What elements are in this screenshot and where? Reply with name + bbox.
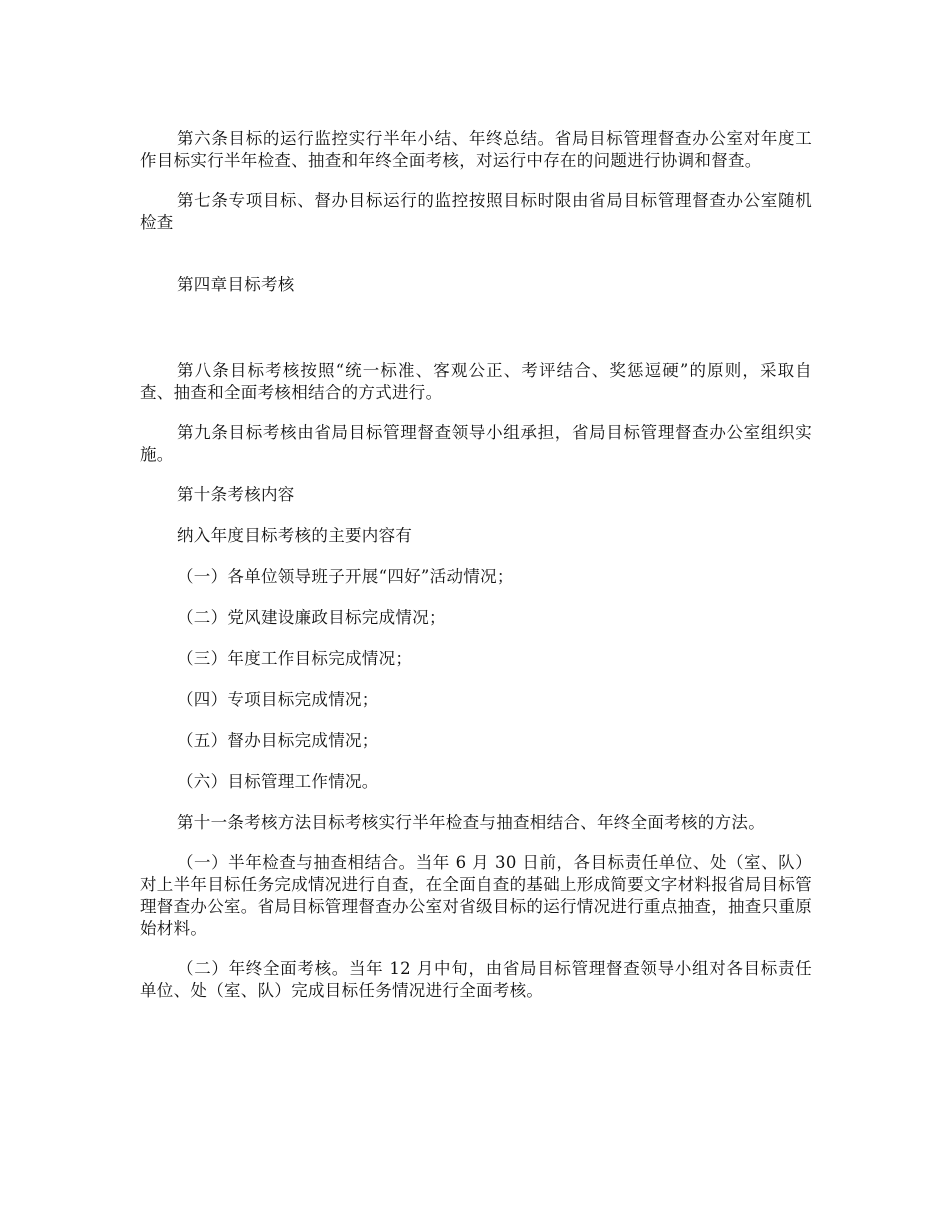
article-11-item-1: （一）半年检查与抽查相结合。当年 6 月 30 日前，各目标责任单位、处（室、队）对上半年目标任务完成情况进行自查，在全面自查的基础上形成简要文字材料报省局目标管理督查办公室。省局目标管理督查办公室对省级目标的运行情况进行重点抽查，抽查只重原始材料。 (140, 853, 812, 938)
document-body (140, 128, 812, 1020)
article-10-item-6: （六）目标管理工作情况。 (177, 772, 379, 791)
article-10-item-2: （二）党风建设廉政目标完成情况； (177, 608, 446, 627)
article-7: 第七条专项目标、督办目标运行的监控按照目标时限由省局目标管理督查办公室随机检查 (140, 191, 812, 232)
article-9: 第九条目标考核由省局目标管理督查领导小组承担，省局目标管理督查办公室组织实施。 (140, 423, 812, 464)
article-10: 第十条考核内容 (177, 485, 295, 504)
article-10-item-3: （三）年度工作目标完成情况； (177, 649, 413, 668)
chapter-4-heading: 第四章目标考核 (177, 275, 295, 294)
article-10-item-4: （四）专项目标完成情况； (177, 690, 379, 709)
article-8: 第八条目标考核按照“统一标准、客观公正、考评结合、奖惩逗硬”的原则，采取自查、抽查和全面考核相结合的方式进行。 (140, 361, 812, 402)
article-6: 第六条目标的运行监控实行半年小结、年终总结。省局目标管理督查办公室对年度工作目标实行半年检查、抽查和年终全面考核，对运行中存在的问题进行协调和督查。 (140, 129, 812, 170)
article-10-intro: 纳入年度目标考核的主要内容有 (177, 526, 413, 545)
article-11: 第十一条考核方法目标考核实行半年检查与抽查相结合、年终全面考核的方法。 (177, 813, 765, 832)
article-11-item-2: （二）年终全面考核。当年 12 月中旬，由省局目标管理督查领导小组对各目标责任单位、处（室、队）完成目标任务情况进行全面考核。 (140, 959, 812, 1000)
article-10-item-1: （一）各单位领导班子开展“四好”活动情况； (177, 567, 514, 586)
article-10-item-5: （五）督办目标完成情况； (177, 731, 379, 750)
